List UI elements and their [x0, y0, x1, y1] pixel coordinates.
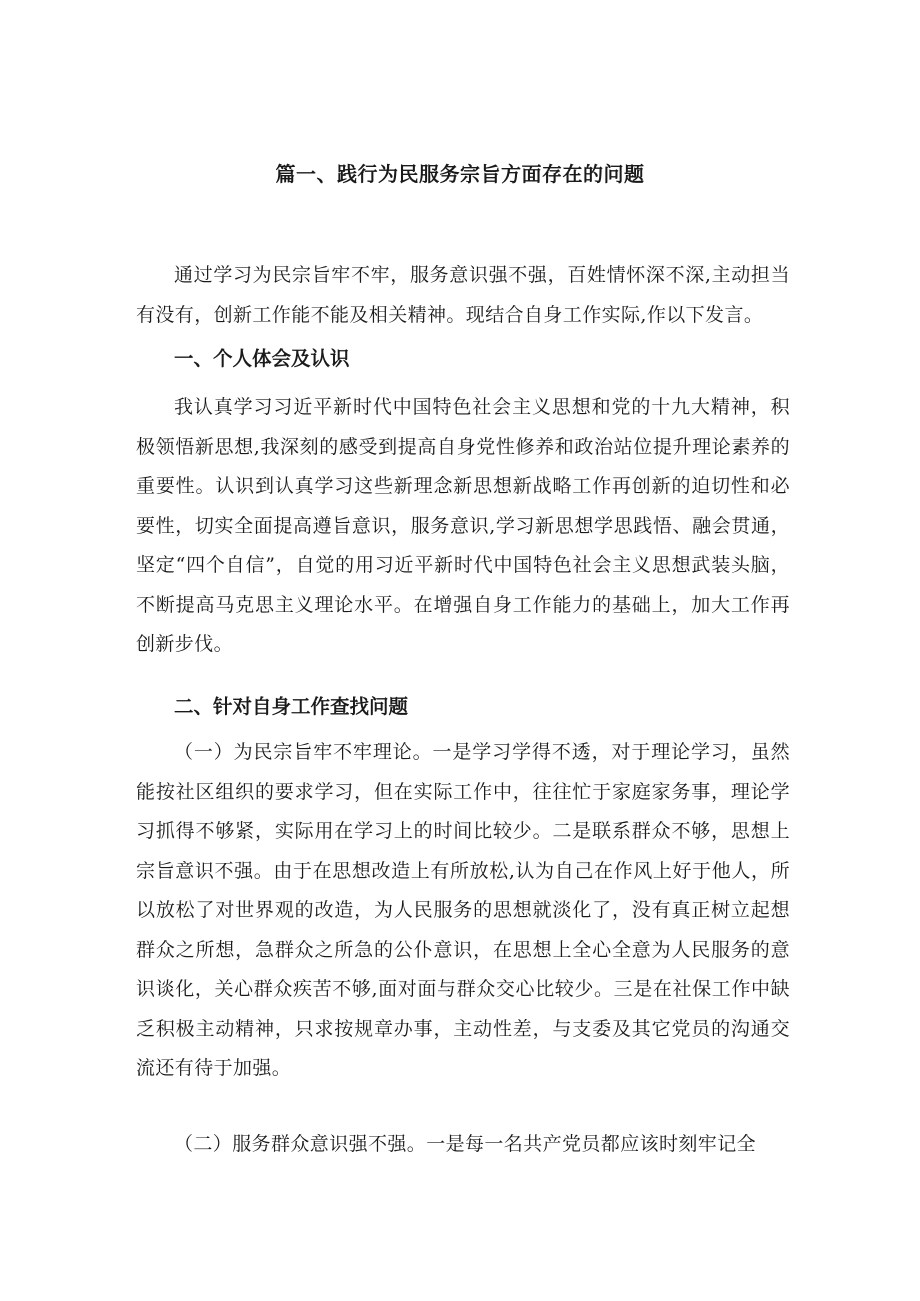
- section2-paragraph-2: （二）服务群众意识强不强。一是每一名共产党员都应该时刻牢记全: [174, 1133, 757, 1155]
- section2-paragraph-1: （一）为民宗旨牢不牢理论。一是学习学得不透，对于理论学习，虽然能按社区组织的要求学习，但在实际工作中，往往忙于家庭家务事，理论学习抓得不够紧，实际用在学习上的时间比较少。二是联系群众不够，思想上宗旨意识不强。由于在思想改造上有所放松,认为自己在作风上好于他人，所以放松了对世界观的改造，为人民服务的思想就淡化了，没有真正树立起想群众之所想，急群众之所急的公仆意识，在思想上全心全意为人民服务的意识谈化，关心群众疾苦不够,面对面与群众交心比较少。三是在社保工作中缺乏积极主动精神，只求按规章办事，主动性差，与支委及其它党员的沟通交流还有待于加强。: [136, 741, 790, 1079]
- section-heading-problems: 二、针对自身工作查找问题: [174, 695, 409, 718]
- section-heading-personal-understanding: 一、个人体会及认识: [174, 347, 350, 370]
- document-title: 篇一、践行为民服务宗旨方面存在的问题: [275, 162, 645, 186]
- intro-paragraph: 通过学习为民宗旨牢不牢，服务意识强不强，百姓情怀深不深,主动担当有没有，创新工作能不能及相关精神。现结合自身工作实际,作以下发言。: [136, 264, 790, 326]
- section1-paragraph: 我认真学习习近平新时代中国特色社会主义思想和党的十九大精神，积极领悟新思想,我深刻的感受到提高自身党性修养和政治站位提升理论素养的重要性。认识到认真学习这些新理念新思想新战略工作再创新的迫切性和必要性，切实全面提高遵旨意识，服务意识,学习新思想学思践悟、融会贯通，坚定“四个自信”，自觉的用习近平新时代中国特色社会主义思想武装头脑，不断提高马克思主义理论水平。在增强自身工作能力的基础上，加大工作再创新步伐。: [136, 396, 790, 655]
